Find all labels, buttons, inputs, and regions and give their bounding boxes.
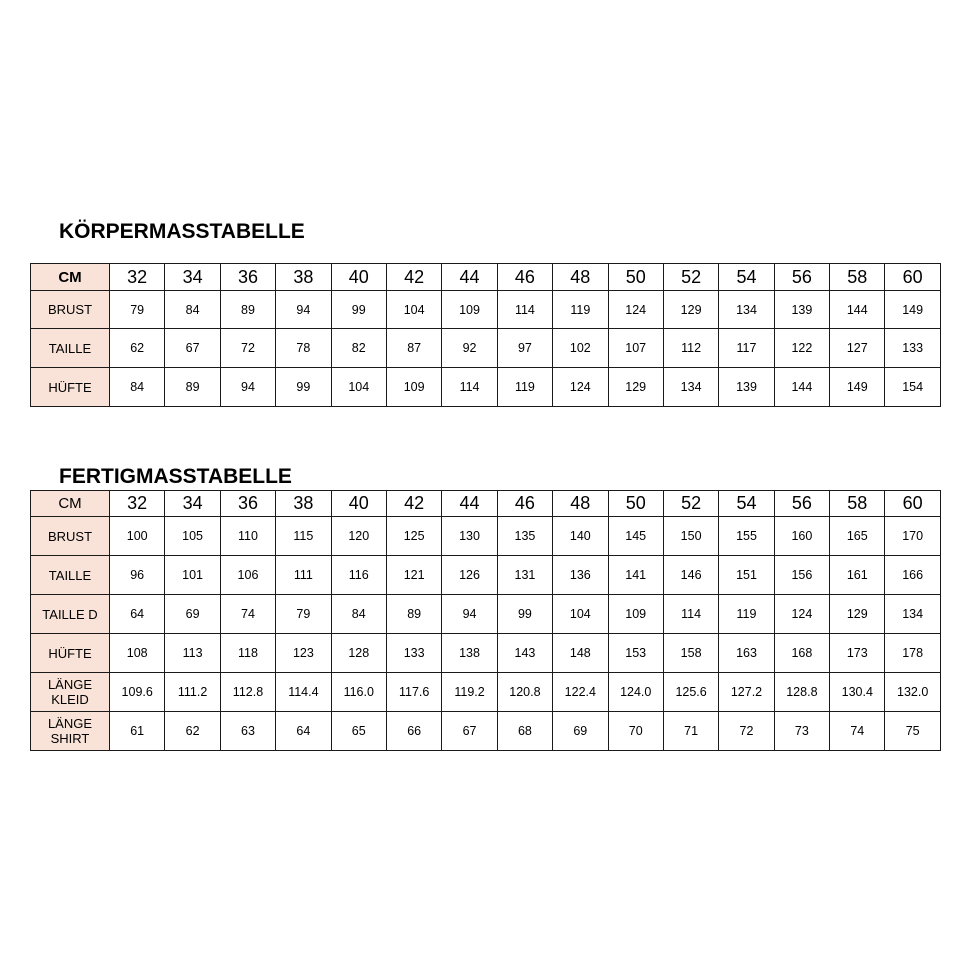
value-cell: 120.8: [497, 673, 552, 712]
value-cell: 124: [608, 291, 663, 329]
value-cell: 138: [442, 634, 497, 673]
value-cell: 112: [663, 329, 718, 368]
value-cell: 68: [497, 712, 552, 751]
value-cell: 170: [885, 517, 940, 556]
value-cell: 112.8: [220, 673, 275, 712]
value-cell: 109: [386, 368, 441, 407]
measurement-row: [31, 595, 941, 634]
size-header-cell: 56: [774, 264, 829, 291]
value-cell: 128: [331, 634, 386, 673]
value-cell: 134: [885, 595, 940, 634]
value-cell: 127: [830, 329, 885, 368]
value-cell: 104: [386, 291, 441, 329]
value-cell: 102: [553, 329, 608, 368]
value-cell: 72: [719, 712, 774, 751]
value-cell: 144: [830, 291, 885, 329]
value-cell: 143: [497, 634, 552, 673]
row-label-cell: BRUST: [31, 517, 110, 556]
value-cell: 84: [165, 291, 220, 329]
value-cell: 107: [608, 329, 663, 368]
value-cell: 160: [774, 517, 829, 556]
value-cell: 74: [830, 712, 885, 751]
value-cell: 94: [220, 368, 275, 407]
koerpermass-title: KÖRPERMASSTABELLE: [59, 220, 305, 243]
fertigmass-header-row: [31, 491, 941, 517]
size-header-cell: 32: [110, 264, 165, 291]
value-cell: 78: [276, 329, 331, 368]
value-cell: 149: [885, 291, 940, 329]
size-header-cell: 50: [608, 264, 663, 291]
value-cell: 82: [331, 329, 386, 368]
value-cell: 70: [608, 712, 663, 751]
size-header-cell: 44: [442, 264, 497, 291]
value-cell: 120: [331, 517, 386, 556]
row-label-cell: HÜFTE: [31, 368, 110, 407]
koerpermass-header-row: [31, 264, 941, 291]
value-cell: 64: [110, 595, 165, 634]
value-cell: 140: [553, 517, 608, 556]
value-cell: 89: [165, 368, 220, 407]
value-cell: 106: [220, 556, 275, 595]
fertigmass-title: FERTIGMASSTABELLE: [59, 465, 292, 488]
size-header-cell: 38: [276, 264, 331, 291]
row-label-cell: TAILLE: [31, 329, 110, 368]
value-cell: 178: [885, 634, 940, 673]
size-header-cell: 58: [830, 264, 885, 291]
value-cell: 89: [220, 291, 275, 329]
size-header-cell: 60: [885, 491, 940, 517]
value-cell: 153: [608, 634, 663, 673]
unit-header-cell: CM: [31, 491, 110, 517]
value-cell: 146: [663, 556, 718, 595]
size-header-cell: 42: [386, 264, 441, 291]
value-cell: 79: [276, 595, 331, 634]
value-cell: 125.6: [663, 673, 718, 712]
value-cell: 134: [719, 291, 774, 329]
value-cell: 163: [719, 634, 774, 673]
value-cell: 141: [608, 556, 663, 595]
value-cell: 130: [442, 517, 497, 556]
value-cell: 135: [497, 517, 552, 556]
value-cell: 63: [220, 712, 275, 751]
size-header-cell: 54: [719, 264, 774, 291]
size-header-cell: 46: [497, 264, 552, 291]
value-cell: 134: [663, 368, 718, 407]
value-cell: 151: [719, 556, 774, 595]
value-cell: 75: [885, 712, 940, 751]
value-cell: 139: [774, 291, 829, 329]
value-cell: 97: [497, 329, 552, 368]
value-cell: 165: [830, 517, 885, 556]
value-cell: 104: [331, 368, 386, 407]
measurement-row: [31, 634, 941, 673]
value-cell: 99: [497, 595, 552, 634]
value-cell: 99: [276, 368, 331, 407]
size-header-cell: 38: [276, 491, 331, 517]
size-header-cell: 54: [719, 491, 774, 517]
value-cell: 114.4: [276, 673, 331, 712]
value-cell: 119: [553, 291, 608, 329]
value-cell: 131: [497, 556, 552, 595]
size-header-cell: 32: [110, 491, 165, 517]
value-cell: 150: [663, 517, 718, 556]
row-label-cell: TAILLE D: [31, 595, 110, 634]
value-cell: 124: [774, 595, 829, 634]
value-cell: 129: [608, 368, 663, 407]
size-header-cell: 52: [663, 491, 718, 517]
size-header-cell: 44: [442, 491, 497, 517]
measurement-row: [31, 556, 941, 595]
value-cell: 149: [830, 368, 885, 407]
value-cell: 67: [442, 712, 497, 751]
size-header-cell: 36: [220, 264, 275, 291]
value-cell: 173: [830, 634, 885, 673]
value-cell: 94: [276, 291, 331, 329]
value-cell: 123: [276, 634, 331, 673]
value-cell: 73: [774, 712, 829, 751]
size-header-cell: 58: [830, 491, 885, 517]
value-cell: 119: [497, 368, 552, 407]
size-header-cell: 48: [553, 491, 608, 517]
value-cell: 114: [442, 368, 497, 407]
value-cell: 148: [553, 634, 608, 673]
value-cell: 84: [110, 368, 165, 407]
value-cell: 110: [220, 517, 275, 556]
value-cell: 111: [276, 556, 331, 595]
value-cell: 133: [885, 329, 940, 368]
value-cell: 89: [386, 595, 441, 634]
value-cell: 67: [165, 329, 220, 368]
measurement-row: [31, 291, 941, 329]
value-cell: 64: [276, 712, 331, 751]
value-cell: 155: [719, 517, 774, 556]
value-cell: 62: [110, 329, 165, 368]
unit-header-cell: CM: [31, 264, 110, 291]
fertigmass-table: [30, 490, 941, 751]
value-cell: 109: [608, 595, 663, 634]
value-cell: 79: [110, 291, 165, 329]
value-cell: 156: [774, 556, 829, 595]
size-header-cell: 40: [331, 264, 386, 291]
value-cell: 99: [331, 291, 386, 329]
value-cell: 62: [165, 712, 220, 751]
measurement-row: [31, 517, 941, 556]
value-cell: 124.0: [608, 673, 663, 712]
value-cell: 105: [165, 517, 220, 556]
value-cell: 126: [442, 556, 497, 595]
value-cell: 144: [774, 368, 829, 407]
value-cell: 168: [774, 634, 829, 673]
value-cell: 128.8: [774, 673, 829, 712]
value-cell: 119.2: [442, 673, 497, 712]
value-cell: 115: [276, 517, 331, 556]
value-cell: 116: [331, 556, 386, 595]
value-cell: 94: [442, 595, 497, 634]
value-cell: 161: [830, 556, 885, 595]
value-cell: 122.4: [553, 673, 608, 712]
size-header-cell: 60: [885, 264, 940, 291]
value-cell: 108: [110, 634, 165, 673]
value-cell: 87: [386, 329, 441, 368]
value-cell: 154: [885, 368, 940, 407]
value-cell: 129: [830, 595, 885, 634]
value-cell: 109: [442, 291, 497, 329]
value-cell: 69: [165, 595, 220, 634]
size-header-cell: 56: [774, 491, 829, 517]
value-cell: 65: [331, 712, 386, 751]
value-cell: 72: [220, 329, 275, 368]
value-cell: 74: [220, 595, 275, 634]
size-header-cell: 36: [220, 491, 275, 517]
value-cell: 101: [165, 556, 220, 595]
row-label-cell: LÄNGE KLEID: [31, 673, 110, 712]
value-cell: 100: [110, 517, 165, 556]
value-cell: 119: [719, 595, 774, 634]
size-header-cell: 40: [331, 491, 386, 517]
size-header-cell: 46: [497, 491, 552, 517]
row-label-cell: TAILLE: [31, 556, 110, 595]
value-cell: 129: [663, 291, 718, 329]
row-label-cell: BRUST: [31, 291, 110, 329]
size-header-cell: 52: [663, 264, 718, 291]
value-cell: 125: [386, 517, 441, 556]
value-cell: 111.2: [165, 673, 220, 712]
value-cell: 118: [220, 634, 275, 673]
value-cell: 114: [663, 595, 718, 634]
size-header-cell: 34: [165, 264, 220, 291]
value-cell: 96: [110, 556, 165, 595]
row-label-cell: LÄNGE SHIRT: [31, 712, 110, 751]
value-cell: 133: [386, 634, 441, 673]
value-cell: 117.6: [386, 673, 441, 712]
value-cell: 158: [663, 634, 718, 673]
size-header-cell: 34: [165, 491, 220, 517]
koerpermass-table: [30, 263, 941, 407]
value-cell: 113: [165, 634, 220, 673]
value-cell: 136: [553, 556, 608, 595]
value-cell: 130.4: [830, 673, 885, 712]
measurement-row: [31, 368, 941, 407]
value-cell: 139: [719, 368, 774, 407]
value-cell: 114: [497, 291, 552, 329]
value-cell: 66: [386, 712, 441, 751]
value-cell: 117: [719, 329, 774, 368]
value-cell: 124: [553, 368, 608, 407]
value-cell: 109.6: [110, 673, 165, 712]
size-header-cell: 42: [386, 491, 441, 517]
value-cell: 122: [774, 329, 829, 368]
value-cell: 92: [442, 329, 497, 368]
size-header-cell: 50: [608, 491, 663, 517]
value-cell: 121: [386, 556, 441, 595]
value-cell: 69: [553, 712, 608, 751]
measurement-row: [31, 712, 941, 751]
value-cell: 61: [110, 712, 165, 751]
value-cell: 71: [663, 712, 718, 751]
row-label-cell: HÜFTE: [31, 634, 110, 673]
value-cell: 145: [608, 517, 663, 556]
size-header-cell: 48: [553, 264, 608, 291]
value-cell: 116.0: [331, 673, 386, 712]
measurement-row: [31, 673, 941, 712]
value-cell: 166: [885, 556, 940, 595]
measurement-row: [31, 329, 941, 368]
value-cell: 84: [331, 595, 386, 634]
value-cell: 127.2: [719, 673, 774, 712]
value-cell: 132.0: [885, 673, 940, 712]
value-cell: 104: [553, 595, 608, 634]
